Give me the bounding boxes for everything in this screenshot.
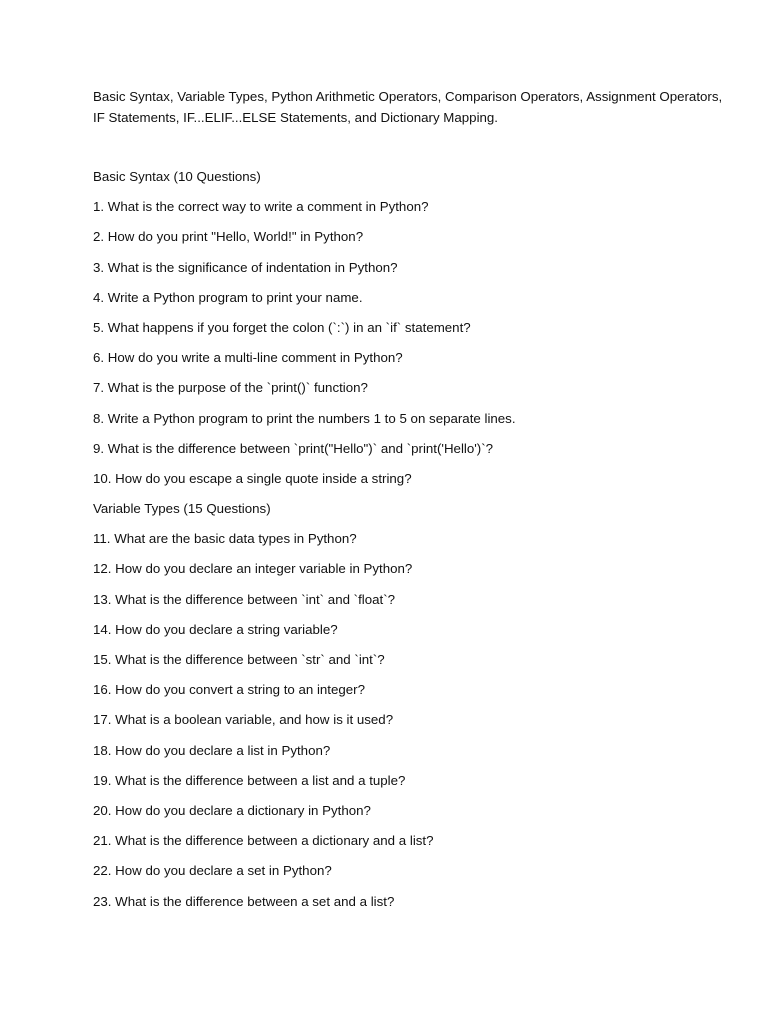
question-item: 12. How do you declare an integer variable in Python?	[93, 561, 413, 577]
question-item: 5. What happens if you forget the colon (`:`) in an `if` statement?	[93, 319, 471, 335]
section-heading: Basic Syntax (10 Questions)	[93, 169, 261, 184]
question-item: 10. How do you escape a single quote inside a string?	[93, 470, 412, 486]
section-basic-syntax	[93, 167, 733, 499]
question-item: 13. What is the difference between `int` and `float`?	[93, 591, 396, 607]
question-item: 21. What is the difference between a dictionary and a list?	[93, 833, 434, 849]
question-item: 7. What is the purpose of the `print()` function?	[93, 380, 368, 396]
question-item: 4. Write a Python program to print your name.	[93, 289, 363, 305]
question-item: 19. What is the difference between a list and a tuple?	[93, 772, 406, 788]
question-item: 20. How do you declare a dictionary in Python?	[93, 802, 371, 818]
question-item: 15. What is the difference between `str` and `int`?	[93, 652, 385, 667]
question-item: 16. How do you convert a string to an integer?	[93, 682, 366, 698]
section-variable-types	[93, 499, 733, 922]
question-item: 8. Write a Python program to print the numbers 1 to 5 on separate lines.	[93, 410, 516, 426]
question-item: 3. What is the significance of indentation in Python?	[93, 259, 398, 275]
question-item: 2. How do you print "Hello, World!" in Python?	[93, 229, 364, 245]
question-item: 17. What is a boolean variable, and how is it used?	[93, 712, 394, 728]
question-item: 22. How do you declare a set in Python?	[93, 863, 332, 879]
section-heading: Variable Types (15 Questions)	[93, 501, 271, 517]
question-item: 9. What is the difference between `print("Hello")` and `print('Hello')`?	[93, 440, 494, 456]
question-item: 11. What are the basic data types in Python?	[93, 531, 357, 547]
intro-paragraph: Basic Syntax, Variable Types, Python Arithmetic Operators, Comparison Operators, Assignment Operators, IF Statements, IF...ELIF...ELSE Statements, and Dictionary Mapping.	[93, 89, 723, 125]
question-item: 1. What is the correct way to write a comment in Python?	[93, 199, 429, 215]
question-item: 6. How do you write a multi-line comment in Python?	[93, 350, 403, 366]
question-item: 14. How do you declare a string variable?	[93, 621, 338, 637]
question-item: 18. How do you declare a list in Python?	[93, 742, 331, 758]
question-item: 23. What is the difference between a set and a list?	[93, 893, 395, 909]
document-page	[93, 86, 733, 922]
